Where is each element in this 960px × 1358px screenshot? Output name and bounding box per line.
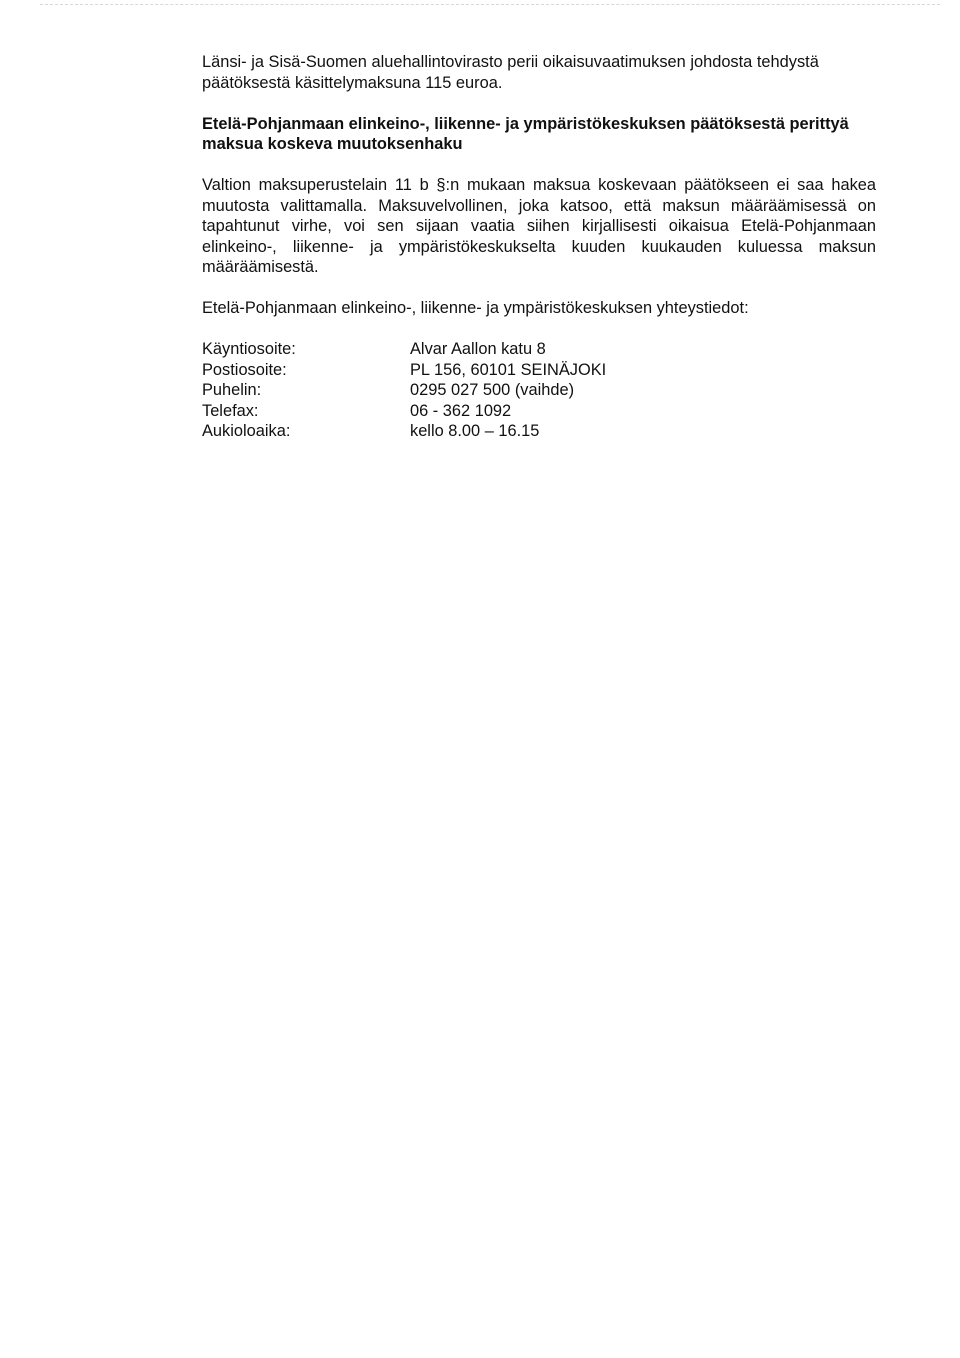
- contact-value: 0295 027 500 (vaihde): [410, 381, 575, 399]
- contact-row-phone: [202, 380, 606, 401]
- contact-row-opening-hours: [202, 421, 606, 442]
- contact-row-fax: [202, 401, 606, 422]
- contact-label: Puhelin:: [202, 381, 262, 399]
- document-body: [202, 52, 876, 442]
- contact-label: Käyntiosoite:: [202, 340, 296, 358]
- contact-value: PL 156, 60101 SEINÄJOKI: [410, 360, 607, 379]
- contact-intro: Etelä-Pohjanmaan elinkeino-, liikenne- ja ympäristökeskuksen yhteystiedot:: [202, 299, 749, 317]
- scan-edge-line: [40, 4, 940, 5]
- appeal-paragraph: Valtion maksuperustelain 11 b §:n mukaan maksua koskevaan päätökseen ei saa hakea muutosta valittamalla. Maksuvelvollinen, joka katsoo, että maksun määräämisessä on tapahtunut virhe, voi sen sijaan vaatia siihen kirjallisesti oikaisua Etelä-Pohjanmaan elinkeino-, liikenne- ja ympäristökeskukselta kuuden kuukauden kuluessa maksun määräämisestä.: [202, 176, 876, 276]
- contact-label: Telefax:: [202, 401, 259, 420]
- contact-label: Postiosoite:: [202, 360, 287, 379]
- contact-label: Aukioloaika:: [202, 422, 291, 440]
- contact-row-visiting-address: [202, 339, 606, 360]
- contact-value: Alvar Aallon katu 8: [410, 340, 546, 358]
- contact-value: 06 - 362 1092: [410, 401, 512, 420]
- fee-paragraph: Länsi- ja Sisä-Suomen aluehallintovirasto perii oikaisuvaatimuksen johdosta tehdystä päätöksestä käsittelymaksuna 115 euroa.: [202, 53, 819, 92]
- appeal-heading: Etelä-Pohjanmaan elinkeino-, liikenne- ja ympäristökeskuksen päätöksestä perittyä maksua koskeva muutoksenhaku: [202, 114, 849, 153]
- contact-table: [202, 339, 606, 442]
- contact-value: kello 8.00 – 16.15: [410, 422, 540, 440]
- contact-row-postal-address: [202, 360, 606, 381]
